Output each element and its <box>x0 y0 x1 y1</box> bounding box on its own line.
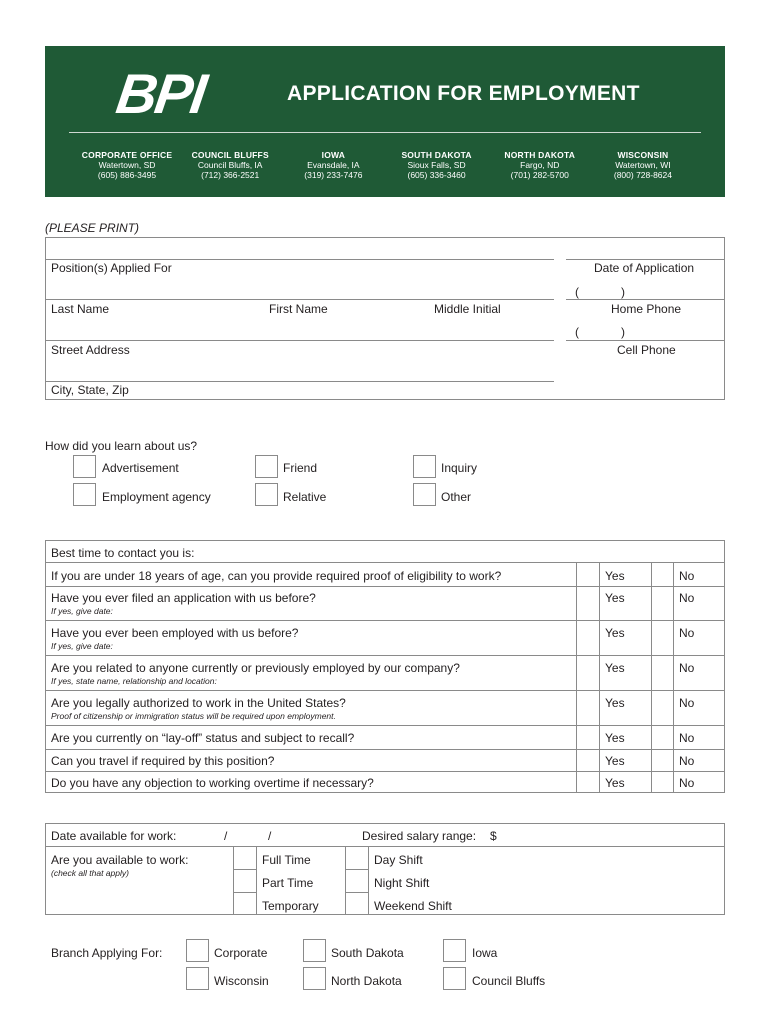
other-label: Other <box>441 490 472 504</box>
wisconsin-checkbox[interactable] <box>186 967 209 990</box>
col-line <box>256 846 257 915</box>
please-print-note: (PLEASE PRINT) <box>45 221 140 235</box>
home-phone-field[interactable]: Home Phone <box>611 302 682 316</box>
question-text: Are you legally authorized to work in the United States? <box>51 696 346 710</box>
office-north-dakota <box>490 150 590 180</box>
row-line <box>345 869 368 870</box>
office-city: Sioux Falls, SD <box>407 160 466 170</box>
inquiry-label: Inquiry <box>441 461 478 475</box>
no-label[interactable]: No <box>679 626 695 640</box>
weekend-shift-option[interactable]: Weekend Shift <box>374 899 452 913</box>
friend-checkbox[interactable] <box>255 455 278 478</box>
col-line <box>368 846 369 915</box>
office-name: NORTH DAKOTA <box>504 150 576 160</box>
part-time-option[interactable]: Part Time <box>262 876 314 890</box>
office-city: Council Bluffs, IA <box>197 160 263 170</box>
other-checkbox[interactable] <box>413 483 436 506</box>
no-label[interactable]: No <box>679 776 695 790</box>
row-line <box>345 892 368 893</box>
office-list <box>77 150 693 180</box>
line <box>45 259 554 260</box>
question-text: Have you ever filed an application with us before? <box>51 591 316 605</box>
office-city: Watertown, WI <box>615 160 671 170</box>
iowa-label: Iowa <box>472 946 498 960</box>
no-label[interactable]: No <box>679 731 695 745</box>
question-subtext: If yes, give date: <box>51 606 113 616</box>
night-shift-option[interactable]: Night Shift <box>374 876 430 890</box>
date-available-field[interactable]: Date available for work: <box>51 829 177 843</box>
row-line <box>45 586 725 587</box>
office-phone: (605) 886-3495 <box>97 170 157 180</box>
col-line <box>599 562 600 793</box>
row-line <box>45 771 725 772</box>
learn-question: How did you learn about us? <box>45 439 198 453</box>
paren-close: ) <box>621 285 625 299</box>
check-all-note: (check all that apply) <box>51 868 129 878</box>
row-line <box>45 655 725 656</box>
col-line <box>576 562 577 793</box>
yes-label[interactable]: Yes <box>605 569 625 583</box>
yes-label[interactable]: Yes <box>605 626 625 640</box>
no-label[interactable]: No <box>679 591 695 605</box>
no-label[interactable]: No <box>679 661 695 675</box>
salary-range-field[interactable]: Desired salary range: <box>362 829 477 843</box>
office-phone: (605) 336-3460 <box>407 170 466 180</box>
office-phone: (800) 728-8624 <box>613 170 672 180</box>
relative-checkbox[interactable] <box>255 483 278 506</box>
line <box>566 340 725 341</box>
line <box>45 299 554 300</box>
office-name: WISCONSIN <box>617 150 669 160</box>
row-line <box>45 725 725 726</box>
row-line <box>45 690 725 691</box>
yes-label[interactable]: Yes <box>605 731 625 745</box>
paren-open: ( <box>575 325 579 339</box>
iowa-checkbox[interactable] <box>443 939 466 962</box>
question-subtext: If yes, state name, relationship and location: <box>51 676 217 686</box>
form-header <box>45 46 725 197</box>
paren-close: ) <box>621 325 625 339</box>
no-label[interactable]: No <box>679 754 695 768</box>
paren-open: ( <box>575 285 579 299</box>
city-state-zip-field[interactable]: City, State, Zip <box>51 383 129 397</box>
position-applied-field[interactable]: Position(s) Applied For <box>51 261 172 275</box>
line <box>566 259 725 260</box>
dollar-sign: $ <box>490 829 497 843</box>
office-name: COUNCIL BLUFFS <box>191 150 269 160</box>
office-city: Watertown, SD <box>98 160 156 170</box>
yes-label[interactable]: Yes <box>605 696 625 710</box>
advertisement-checkbox[interactable] <box>73 455 96 478</box>
question-text: Have you ever been employed with us before? <box>51 626 299 640</box>
office-phone: (712) 366-2521 <box>201 170 260 180</box>
col-line <box>651 562 652 793</box>
office-wisconsin <box>593 150 693 180</box>
bpi-logo: BPI <box>112 62 209 125</box>
advertisement-label: Advertisement <box>102 461 179 475</box>
question-text: Are you related to anyone currently or previously employed by our company? <box>51 661 460 675</box>
corporate-label: Corporate <box>214 946 268 960</box>
available-to-work-label: Are you available to work: <box>51 853 189 867</box>
council-bluffs-label: Council Bluffs <box>472 974 546 988</box>
office-city: Fargo, ND <box>520 160 560 170</box>
south-dakota-checkbox[interactable] <box>303 939 326 962</box>
last-name-field[interactable]: Last Name <box>51 302 110 316</box>
question-text: If you are under 18 years of age, can you provide required proof of eligibility to work? <box>51 569 502 583</box>
line <box>566 299 725 300</box>
row-line <box>45 749 725 750</box>
office-name: SOUTH DAKOTA <box>401 150 472 160</box>
question-text: Do you have any objection to working overtime if necessary? <box>51 776 374 790</box>
best-time-field[interactable]: Best time to contact you is: <box>51 546 195 560</box>
date-slash: / <box>224 829 228 843</box>
date-of-application-field[interactable]: Date of Application <box>594 261 695 275</box>
col-line <box>673 562 674 793</box>
office-phone: (701) 282-5700 <box>510 170 569 180</box>
line <box>45 381 554 382</box>
wisconsin-label: Wisconsin <box>214 974 269 988</box>
yes-label[interactable]: Yes <box>605 754 625 768</box>
relative-label: Relative <box>283 490 327 504</box>
line <box>45 340 554 341</box>
middle-initial-field[interactable]: Middle Initial <box>434 302 501 316</box>
row-line <box>45 620 725 621</box>
day-shift-option[interactable]: Day Shift <box>374 853 423 867</box>
yes-label[interactable]: Yes <box>605 776 625 790</box>
col-line <box>345 846 346 915</box>
council-bluffs-checkbox[interactable] <box>443 967 466 990</box>
office-corporate <box>77 150 177 180</box>
employment-agency-checkbox[interactable] <box>73 483 96 506</box>
corporate-checkbox[interactable] <box>186 939 209 962</box>
office-phone: (319) 233-7476 <box>304 170 363 180</box>
yes-label[interactable]: Yes <box>605 661 625 675</box>
friend-label: Friend <box>283 461 318 475</box>
office-name: IOWA <box>321 150 346 160</box>
employment-agency-label: Employment agency <box>102 490 211 504</box>
form-title: APPLICATION FOR EMPLOYMENT <box>287 82 640 105</box>
first-name-field[interactable]: First Name <box>269 302 328 316</box>
office-south-dakota <box>387 150 487 180</box>
col-line <box>233 846 234 915</box>
office-city: Evansdale, IA <box>307 160 360 170</box>
date-slash: / <box>268 829 272 843</box>
no-label[interactable]: No <box>679 569 695 583</box>
office-name: CORPORATE OFFICE <box>81 150 173 160</box>
row-line <box>45 562 725 563</box>
street-address-field[interactable]: Street Address <box>51 343 130 357</box>
row-line <box>233 869 256 870</box>
row-line <box>233 892 256 893</box>
inquiry-checkbox[interactable] <box>413 455 436 478</box>
no-label[interactable]: No <box>679 696 695 710</box>
question-text: Are you currently on “lay-off” status and subject to recall? <box>51 731 355 745</box>
office-council-bluffs <box>180 150 280 180</box>
full-time-option[interactable]: Full Time <box>262 853 311 867</box>
cell-phone-field[interactable]: Cell Phone <box>617 343 676 357</box>
question-subtext: Proof of citizenship or immigration status will be required upon employment. <box>51 711 336 721</box>
question-text: Can you travel if required by this position? <box>51 754 275 768</box>
temporary-option[interactable]: Temporary <box>262 899 319 913</box>
office-iowa <box>283 150 383 180</box>
header-divider <box>69 132 701 133</box>
branch-label: Branch Applying For: <box>51 946 163 960</box>
north-dakota-label: North Dakota <box>331 974 402 988</box>
yes-label[interactable]: Yes <box>605 591 625 605</box>
south-dakota-label: South Dakota <box>331 946 404 960</box>
question-subtext: If yes, give date: <box>51 641 113 651</box>
north-dakota-checkbox[interactable] <box>303 967 326 990</box>
row-line <box>45 846 725 847</box>
